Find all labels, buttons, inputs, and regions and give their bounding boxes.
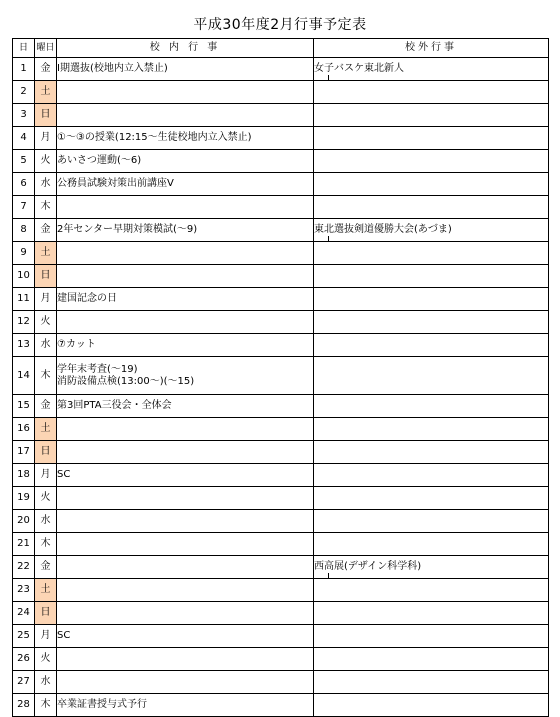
external-event-cell (314, 395, 549, 418)
external-event-cell (314, 625, 549, 648)
school-event-cell (57, 487, 314, 510)
weekday-cell: 土 (35, 579, 57, 602)
table-row (13, 219, 549, 242)
external-event-cell (314, 510, 549, 533)
day-cell: 18 (13, 464, 35, 487)
external-event-cell (314, 334, 549, 357)
table-row (13, 694, 549, 717)
table-row (13, 579, 549, 602)
external-event-cell (314, 311, 549, 334)
day-cell: 10 (13, 265, 35, 288)
school-event-cell: 建国記念の日 (57, 288, 314, 311)
day-cell: 24 (13, 602, 35, 625)
duration-arrow-icon (324, 75, 334, 81)
day-cell: 26 (13, 648, 35, 671)
school-event-cell: ①～③の授業(12:15～生徒校地内立入禁止) (57, 127, 314, 150)
schedule-table (12, 38, 549, 717)
school-event-cell: ⑦カット (57, 334, 314, 357)
table-row (13, 265, 549, 288)
external-event-cell (314, 671, 549, 694)
weekday-cell: 月 (35, 625, 57, 648)
table-row (13, 510, 549, 533)
day-cell: 27 (13, 671, 35, 694)
weekday-cell: 火 (35, 150, 57, 173)
external-event-cell (314, 104, 549, 127)
school-event-cell (57, 196, 314, 219)
external-event-cell (314, 173, 549, 196)
school-event-cell (57, 602, 314, 625)
weekday-cell: 土 (35, 418, 57, 441)
external-event-cell (314, 648, 549, 671)
weekday-cell: 土 (35, 242, 57, 265)
weekday-cell: 水 (35, 173, 57, 196)
weekday-cell: 木 (35, 357, 57, 395)
weekday-cell: 日 (35, 265, 57, 288)
table-row (13, 602, 549, 625)
table-row (13, 334, 549, 357)
day-cell: 5 (13, 150, 35, 173)
day-cell: 20 (13, 510, 35, 533)
day-cell: 25 (13, 625, 35, 648)
external-event-cell (314, 127, 549, 150)
day-cell: 13 (13, 334, 35, 357)
external-event-cell (314, 219, 549, 242)
table-row (13, 196, 549, 219)
page-title: 平成30年度2月行事予定表 (193, 17, 367, 33)
table-row (13, 441, 549, 464)
school-event-cell (57, 648, 314, 671)
day-cell: 12 (13, 311, 35, 334)
weekday-cell: 金 (35, 395, 57, 418)
school-event-cell: Ⅰ期選抜(校地内立入禁止) (57, 58, 314, 81)
weekday-cell: 水 (35, 334, 57, 357)
external-event-cell (314, 694, 549, 717)
weekday-cell: 月 (35, 127, 57, 150)
day-cell: 11 (13, 288, 35, 311)
day-cell: 22 (13, 556, 35, 579)
day-cell: 16 (13, 418, 35, 441)
day-cell: 17 (13, 441, 35, 464)
school-event-cell: あいさつ運動(～6) (57, 150, 314, 173)
school-event-cell: 第3回PTA三役会・全体会 (57, 395, 314, 418)
table-row (13, 625, 549, 648)
weekday-cell: 水 (35, 510, 57, 533)
school-event-cell (57, 357, 314, 395)
weekday-cell: 火 (35, 648, 57, 671)
external-event-cell (314, 288, 549, 311)
external-event-cell (314, 418, 549, 441)
day-cell: 1 (13, 58, 35, 81)
header-row (13, 39, 549, 58)
header-external-events: 校外行事 (314, 39, 549, 58)
day-cell: 7 (13, 196, 35, 219)
external-event-cell (314, 533, 549, 556)
school-event-cell (57, 579, 314, 602)
table-row (13, 104, 549, 127)
day-cell: 9 (13, 242, 35, 265)
weekday-cell: 月 (35, 288, 57, 311)
weekday-cell: 日 (35, 441, 57, 464)
weekday-cell: 日 (35, 104, 57, 127)
weekday-cell: 木 (35, 196, 57, 219)
day-cell: 28 (13, 694, 35, 717)
day-cell: 4 (13, 127, 35, 150)
table-row (13, 487, 549, 510)
school-event-cell: SC (57, 625, 314, 648)
weekday-cell: 火 (35, 487, 57, 510)
external-event-cell (314, 196, 549, 219)
external-event-cell (314, 602, 549, 625)
day-cell: 3 (13, 104, 35, 127)
school-event-line: 学年末考査(～19) (57, 363, 138, 375)
day-cell: 21 (13, 533, 35, 556)
weekday-cell: 金 (35, 219, 57, 242)
day-cell: 23 (13, 579, 35, 602)
school-event-cell (57, 242, 314, 265)
school-event-cell (57, 533, 314, 556)
weekday-cell: 金 (35, 58, 57, 81)
weekday-cell: 土 (35, 81, 57, 104)
school-event-cell (57, 104, 314, 127)
weekday-cell: 火 (35, 311, 57, 334)
school-event-cell (57, 418, 314, 441)
table-row (13, 395, 549, 418)
school-event-cell: 2年センター早期対策模試(～9) (57, 219, 314, 242)
day-cell: 6 (13, 173, 35, 196)
external-event-cell (314, 357, 549, 395)
table-row (13, 81, 549, 104)
external-event-cell (314, 487, 549, 510)
external-event-cell (314, 441, 549, 464)
header-day: 日 (13, 39, 35, 58)
table-row (13, 127, 549, 150)
external-event-cell (314, 265, 549, 288)
school-event-cell: 公務員試験対策出前講座Ⅴ (57, 173, 314, 196)
table-row (13, 533, 549, 556)
school-event-cell (57, 265, 314, 288)
external-event-cell (314, 556, 549, 579)
table-row (13, 288, 549, 311)
duration-arrow-icon (324, 573, 334, 579)
weekday-cell: 木 (35, 694, 57, 717)
weekday-cell: 水 (35, 671, 57, 694)
school-event-cell (57, 510, 314, 533)
external-event-cell (314, 579, 549, 602)
table-row (13, 150, 549, 173)
day-cell: 2 (13, 81, 35, 104)
external-event-cell (314, 150, 549, 173)
day-cell: 19 (13, 487, 35, 510)
day-cell: 8 (13, 219, 35, 242)
header-weekday: 曜日 (35, 39, 57, 58)
school-event-cell: 卒業証書授与式予行 (57, 694, 314, 717)
table-row (13, 242, 549, 265)
school-event-line: 消防設備点検(13:00～)(～15) (57, 375, 195, 387)
external-event-cell (314, 242, 549, 265)
external-event-cell (314, 464, 549, 487)
external-event-text: 東北選抜剣道優勝大会(あづま) (314, 224, 452, 235)
table-row (13, 357, 549, 395)
external-event-cell (314, 58, 549, 81)
table-row (13, 418, 549, 441)
table-row (13, 648, 549, 671)
school-event-cell (57, 441, 314, 464)
table-row (13, 58, 549, 81)
table-row (13, 671, 549, 694)
external-event-text: 女子バスケ東北新人 (314, 63, 404, 74)
school-event-cell (57, 81, 314, 104)
table-row (13, 173, 549, 196)
weekday-cell: 金 (35, 556, 57, 579)
day-cell: 15 (13, 395, 35, 418)
table-row (13, 311, 549, 334)
school-event-cell (57, 556, 314, 579)
duration-arrow-icon (324, 236, 334, 242)
day-cell: 14 (13, 357, 35, 395)
school-event-cell: SC (57, 464, 314, 487)
weekday-cell: 月 (35, 464, 57, 487)
external-event-text: 西高展(デザイン科学科) (314, 561, 422, 572)
weekday-cell: 木 (35, 533, 57, 556)
header-school-events: 校 内 行 事 (57, 39, 314, 58)
school-event-cell (57, 311, 314, 334)
external-event-cell (314, 81, 549, 104)
table-row (13, 556, 549, 579)
weekday-cell: 日 (35, 602, 57, 625)
school-event-cell (57, 671, 314, 694)
table-row (13, 464, 549, 487)
